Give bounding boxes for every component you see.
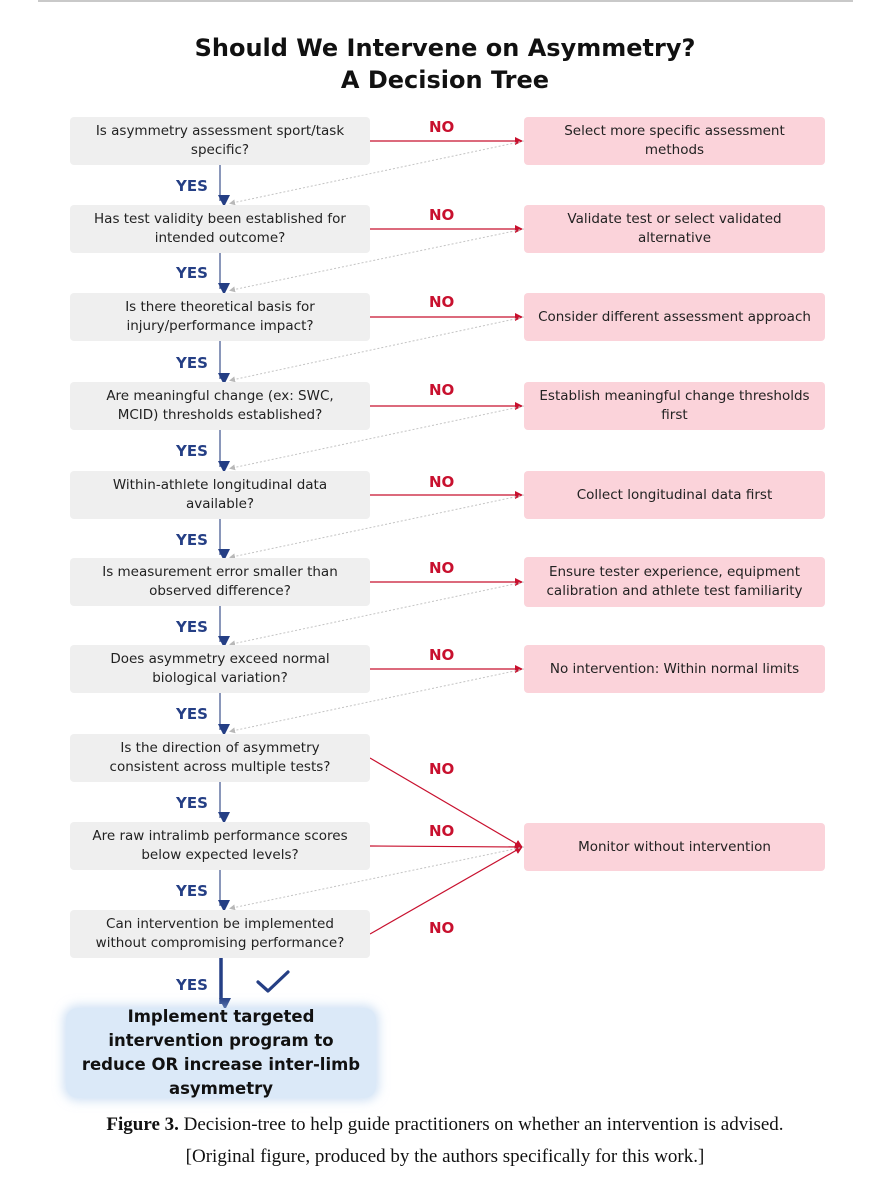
outcome-node-2: Validate test or select validated alternative bbox=[524, 205, 825, 253]
question-node-4: Are meaningful change (ex: SWC, MCID) thresholds established? bbox=[70, 382, 370, 430]
figure-label: Figure 3. bbox=[106, 1114, 179, 1135]
no-label-5: NO bbox=[429, 473, 455, 491]
question-node-6: Is measurement error smaller than observed difference? bbox=[70, 558, 370, 606]
yes-label-5: YES bbox=[176, 531, 208, 549]
no-label-3: NO bbox=[429, 293, 455, 311]
no-arrow-9 bbox=[370, 846, 522, 847]
yes-label-final: YES bbox=[176, 976, 208, 994]
figure-caption-text: Decision-tree to help guide practitioners on whether an intervention is advised. bbox=[183, 1114, 784, 1135]
yes-label-1: YES bbox=[176, 177, 208, 195]
dotted-guides bbox=[232, 141, 524, 908]
final-action-node: Implement targeted intervention program to reduce OR increase inter-limb asymmetry bbox=[66, 1008, 376, 1098]
no-label-6: NO bbox=[429, 559, 455, 577]
diagram-title-line2: A Decision Tree bbox=[340, 66, 550, 94]
question-node-9: Are raw intralimb performance scores below expected levels? bbox=[70, 822, 370, 870]
question-node-5: Within-athlete longitudinal data available? bbox=[70, 471, 370, 519]
outcome-node-1: Select more specific assessment methods bbox=[524, 117, 825, 165]
no-label-10: NO bbox=[429, 919, 455, 937]
yes-label-4: YES bbox=[176, 442, 208, 460]
no-label-4: NO bbox=[429, 381, 455, 399]
no-label-8: NO bbox=[429, 760, 455, 778]
outcome-node-7: No intervention: Within normal limits bbox=[524, 645, 825, 693]
yes-label-2: YES bbox=[176, 264, 208, 282]
question-node-2: Has test validity been established for intended outcome? bbox=[70, 205, 370, 253]
outcome-node-8: Monitor without intervention bbox=[524, 823, 825, 871]
yes-label-3: YES bbox=[176, 354, 208, 372]
question-node-8: Is the direction of asymmetry consistent across multiple tests? bbox=[70, 734, 370, 782]
yes-label-9: YES bbox=[176, 882, 208, 900]
diagram-title-line1: Should We Intervene on Asymmetry? bbox=[194, 34, 696, 62]
yes-label-7: YES bbox=[176, 705, 208, 723]
figure-caption-line2: [Original figure, produced by the authors specifically for this work.] bbox=[185, 1146, 705, 1167]
figure-caption-line1 bbox=[0, 1112, 890, 1138]
question-node-1: Is asymmetry assessment sport/task specific? bbox=[70, 117, 370, 165]
outcome-node-6: Ensure tester experience, equipment calibration and athlete test familiarity bbox=[524, 557, 825, 607]
question-node-7: Does asymmetry exceed normal biological variation? bbox=[70, 645, 370, 693]
question-node-3: Is there theoretical basis for injury/performance impact? bbox=[70, 293, 370, 341]
no-connectors bbox=[370, 141, 522, 934]
no-label-1: NO bbox=[429, 118, 455, 136]
yes-label-6: YES bbox=[176, 618, 208, 636]
checkmark-icon bbox=[255, 969, 291, 995]
no-label-9: NO bbox=[429, 822, 455, 840]
outcome-node-4: Establish meaningful change thresholds first bbox=[524, 382, 825, 430]
no-label-7: NO bbox=[429, 646, 455, 664]
no-label-2: NO bbox=[429, 206, 455, 224]
outcome-node-5: Collect longitudinal data first bbox=[524, 471, 825, 519]
question-node-10: Can intervention be implemented without compromising performance? bbox=[70, 910, 370, 958]
outcome-node-3: Consider different assessment approach bbox=[524, 293, 825, 341]
yes-label-8: YES bbox=[176, 794, 208, 812]
